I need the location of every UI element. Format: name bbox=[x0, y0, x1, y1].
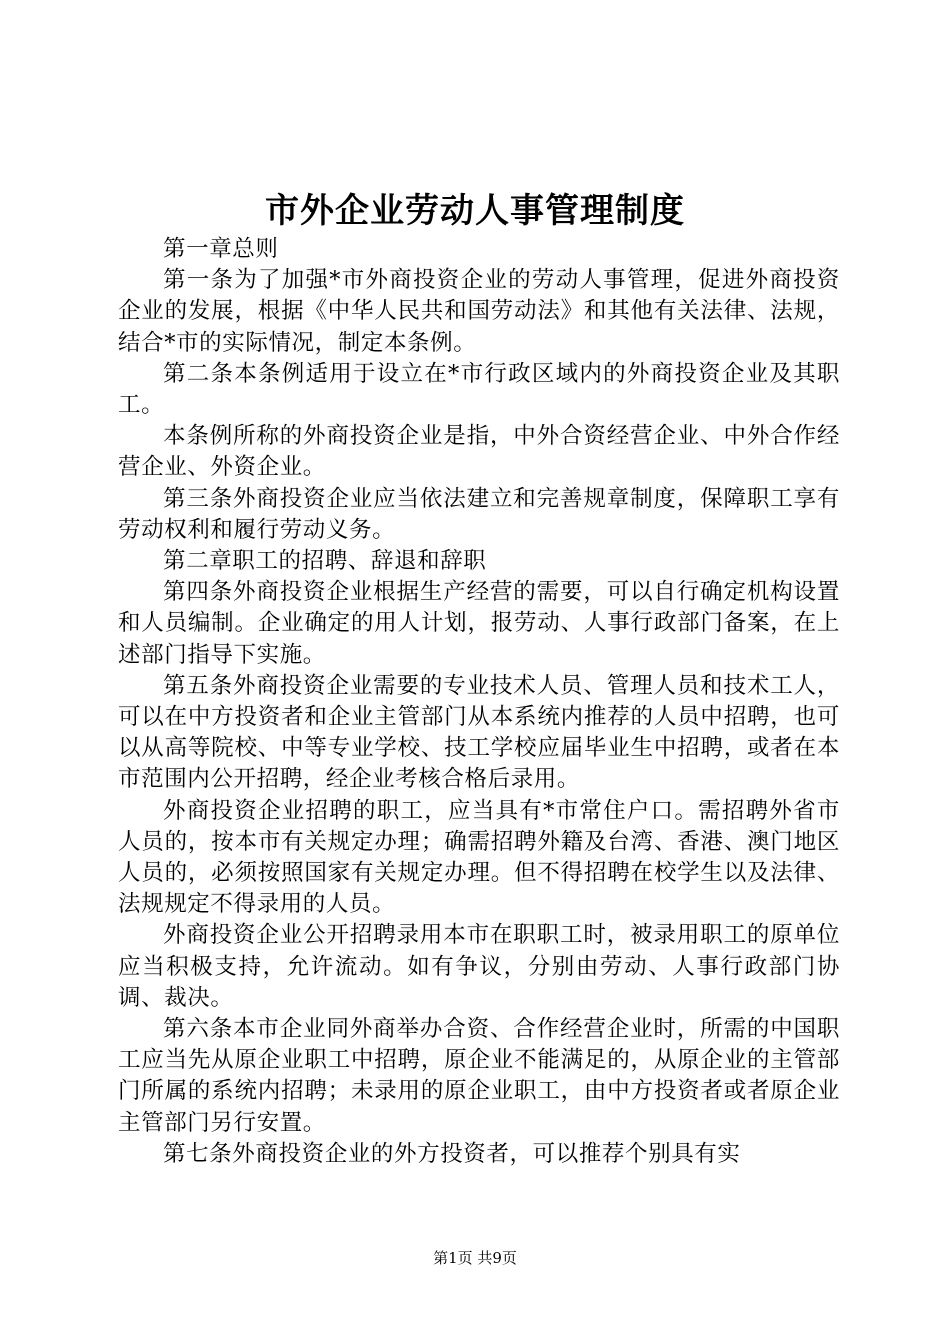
paragraph: 第一章总则 bbox=[163, 236, 279, 262]
paragraph: 本条例所称的外商投资企业是指，中外合资经营企业、中外合作经营企业、外资企业。 bbox=[118, 423, 840, 481]
document-title: 市外企业劳动人事管理制度 bbox=[265, 191, 685, 231]
document-body bbox=[118, 234, 840, 1170]
page-footer: 第1页 共9页 bbox=[433, 1249, 517, 1267]
paragraph: 第七条外商投资企业的外方投资者，可以推荐个别具有实 bbox=[163, 1140, 741, 1167]
paragraph: 外商投资企业招聘的职工，应当具有*市常住户口。需招聘外省市人员的，按本市有关规定办理；确需招聘外籍及台湾、香港、澳门地区人员的，必须按照国家有关规定办理。但不得招聘在校学生以及法律、法规规定不得录用的人员。 bbox=[118, 797, 840, 918]
paragraph: 第一条为了加强*市外商投资企业的劳动人事管理，促进外商投资企业的发展，根据《中华人民共和国劳动法》和其他有关法律、法规，结合*市的实际情况，制定本条例。 bbox=[118, 267, 840, 356]
paragraph: 第六条本市企业同外商举办合资、合作经营企业时，所需的中国职工应当先从原企业职工中招聘，原企业不能满足的，从原企业的主管部门所属的系统内招聘；未录用的原企业职工，由中方投资者或者原企业主管部门另行安置。 bbox=[118, 1016, 840, 1136]
paragraph: 第三条外商投资企业应当依法建立和完善规章制度，保障职工享有劳动权利和履行劳动义务。 bbox=[118, 485, 840, 543]
paragraph: 第二章职工的招聘、辞退和辞职 bbox=[163, 548, 487, 575]
paragraph: 外商投资企业公开招聘录用本市在职职工时，被录用职工的原单位应当积极支持，允许流动。如有争议，分别由劳动、人事行政部门协调、裁决。 bbox=[118, 922, 840, 1011]
paragraph: 第五条外商投资企业需要的专业技术人员、管理人员和技术工人，可以在中方投资者和企业主管部门从本系统内推荐的人员中招聘，也可以从高等院校、中等专业学校、技工学校应届毕业生中招聘，或者在本市范围内公开招聘，经企业考核合格后录用。 bbox=[118, 672, 840, 793]
paragraph: 第二条本条例适用于设立在*市行政区域内的外商投资企业及其职工。 bbox=[118, 360, 840, 419]
paragraph: 第四条外商投资企业根据生产经营的需要，可以自行确定机构设置和人员编制。企业确定的用人计划，报劳动、人事行政部门备案，在上述部门指导下实施。 bbox=[118, 579, 840, 668]
